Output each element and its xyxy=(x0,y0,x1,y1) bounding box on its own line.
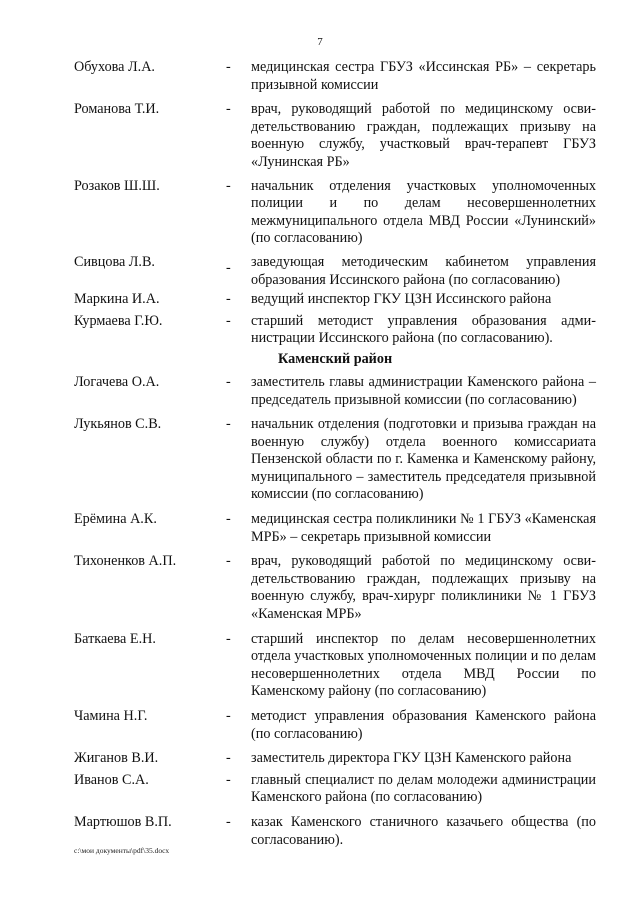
member-position: заместитель главы администрации Каменского района – председатель призывной комиссии (по согласованию) xyxy=(251,373,596,408)
member-position: главный специалист по делам молодежи администрации Каменского района (по согласованию) xyxy=(251,771,596,806)
dash-separator: - xyxy=(226,101,231,118)
page-number: 7 xyxy=(317,36,323,48)
member-position: начальник отделения участковых уполномоченных полиции и по делам несовершеннолетних межмуниципального отдела МВД России «Лунинский» (по согласованию) xyxy=(251,177,596,247)
member-name: Мартюшов В.П. xyxy=(74,813,172,830)
list-entry xyxy=(74,254,596,289)
commission-list xyxy=(74,59,596,849)
member-name: Маркина И.А. xyxy=(74,291,160,308)
dash-separator: - xyxy=(226,291,231,308)
list-entry xyxy=(74,750,596,768)
member-name: Логачева О.А. xyxy=(74,373,160,390)
member-position: медицинская сестра поликлиники № 1 ГБУЗ «Каменская МРБ» – секретарь призывной комиссии xyxy=(251,511,596,545)
list-entry xyxy=(74,553,596,623)
dash-separator: - xyxy=(226,177,231,194)
member-position: старший методист управления образования администрации Иссинского района (по согласованию). xyxy=(251,312,596,347)
member-name: Ерёмина А.К. xyxy=(74,511,157,528)
member-name: Курмаева Г.Ю. xyxy=(74,312,163,329)
dash-separator: - xyxy=(226,553,231,570)
dash-separator: - xyxy=(226,312,231,329)
dash-separator: - xyxy=(226,59,231,75)
member-name: Лукьянов С.В. xyxy=(74,416,162,433)
list-entry xyxy=(74,101,596,171)
member-name: Сивцова Л.В. xyxy=(74,253,155,270)
member-position: врач, руководящий работой по медицинскому освидетельствованию граждан, подлежащих призыву на военную службу, врач-хирург поликлиники № 1 ГБУЗ «Каменская МРБ» xyxy=(251,553,596,623)
dash-separator: - xyxy=(226,771,231,788)
list-entry xyxy=(74,59,596,94)
member-position: заведующая методическим кабинетом управления образования Иссинского района (по согласованию) xyxy=(251,253,596,288)
list-entry xyxy=(74,313,596,348)
section-heading: Каменский район xyxy=(278,350,393,367)
list-entry xyxy=(74,708,596,743)
member-name: Обухова Л.А. xyxy=(74,59,155,75)
dash-separator: - xyxy=(226,259,231,276)
list-entry xyxy=(74,511,596,546)
list-entry xyxy=(74,814,596,849)
member-name: Розаков Ш.Ш. xyxy=(74,177,160,194)
member-position: заместитель директора ГКУ ЦЗН Каменского района xyxy=(251,750,572,767)
list-entry xyxy=(74,178,596,248)
list-entry xyxy=(74,374,596,409)
dash-separator: - xyxy=(226,416,231,433)
member-position: методист управления образования Каменского района (по согласованию) xyxy=(251,708,596,742)
member-position: врач, руководящий работой по медицинскому освидетельствованию граждан, подлежащих призыву на военную службу, участковый врач-терапевт ГБУЗ «Лунинская РБ» xyxy=(251,101,596,170)
file-path-footer: c:\мои документы\pdf\35.docx xyxy=(74,846,170,855)
list-entry xyxy=(74,416,596,504)
dash-separator: - xyxy=(226,511,231,528)
member-position: ведущий инспектор ГКУ ЦЗН Иссинского района xyxy=(251,291,552,308)
dash-separator: - xyxy=(226,630,231,647)
list-entry xyxy=(74,631,596,701)
dash-separator: - xyxy=(226,813,231,830)
dash-separator: - xyxy=(226,373,231,390)
list-entry xyxy=(74,291,596,309)
member-position: старший инспектор по делам несовершеннолетних отдела участковых уполномоченных полиции и по делам несовершеннолетних отдела МВД России по Каменскому району (по согласованию) xyxy=(251,630,596,700)
member-name: Тихоненков А.П. xyxy=(74,553,177,570)
dash-separator: - xyxy=(226,750,231,767)
list-entry xyxy=(74,772,596,807)
member-name: Баткаева Е.Н. xyxy=(74,630,156,647)
member-name: Романова Т.И. xyxy=(74,101,160,118)
member-position: медицинская сестра ГБУЗ «Иссинская РБ» – секретарь призывной комиссии xyxy=(251,59,596,93)
member-name: Жиганов В.И. xyxy=(74,750,159,767)
member-name: Иванов С.А. xyxy=(74,771,149,788)
dash-separator: - xyxy=(226,708,231,724)
member-name: Чамина Н.Г. xyxy=(74,708,148,724)
member-position: казак Каменского станичного казачьего общества (по согласованию). xyxy=(251,813,596,848)
member-position: начальник отделения (подготовки и призыва граждан на военную службу) отдела военного комиссариата Пензенской области по г. Каменка и Каменскому району, муниципального – заместитель председателя призывной комиссии (по согласованию) xyxy=(251,416,596,503)
